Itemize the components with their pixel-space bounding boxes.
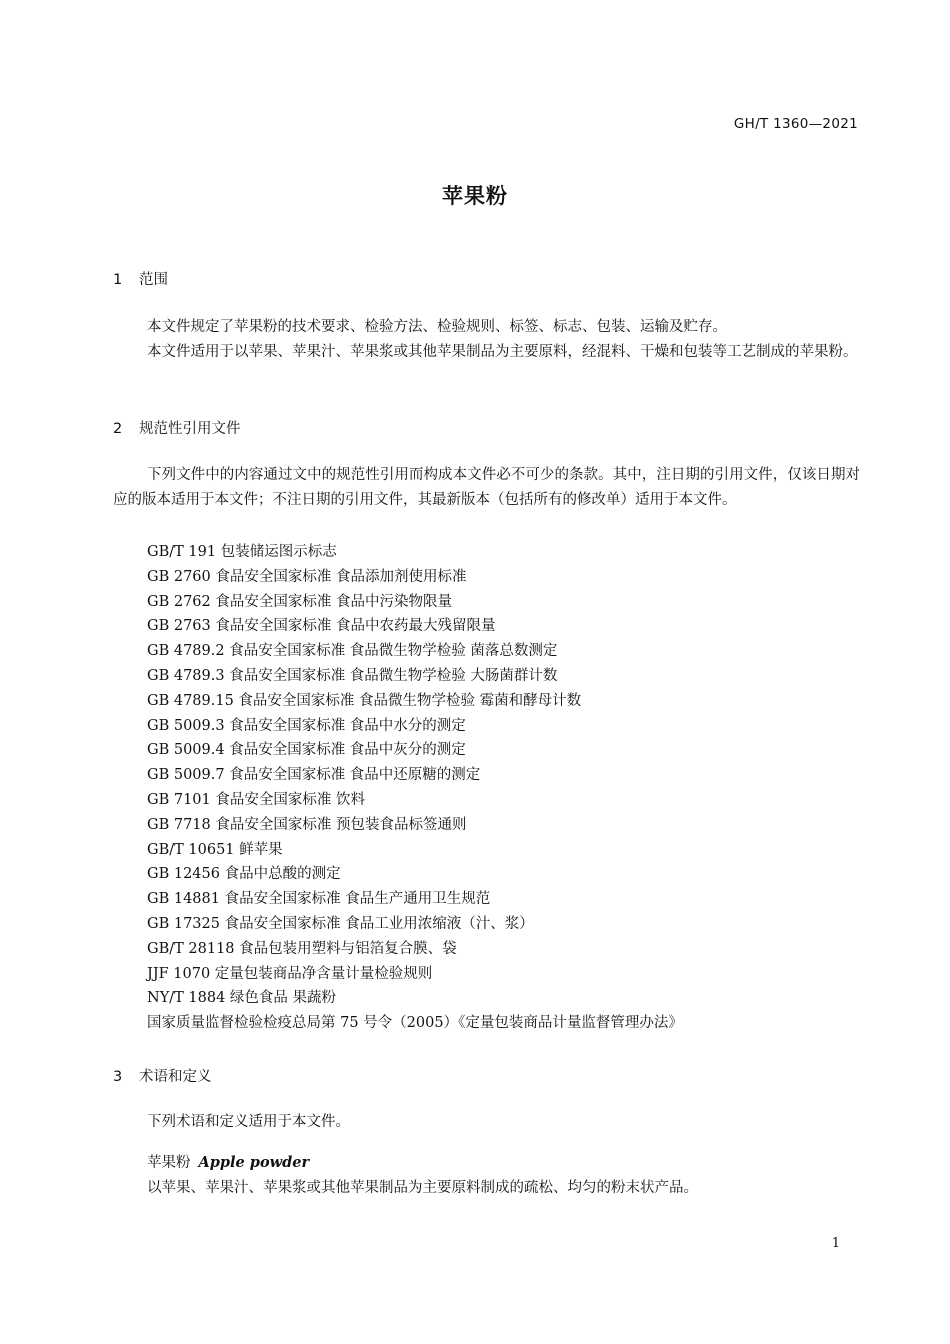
reference-item: GB 2762 食品安全国家标准 食品中污染物限量 [147,593,452,610]
reference-item: GB 4789.15 食品安全国家标准 食品微生物学检验 霉菌和酵母计数 [147,692,582,709]
page-number: 1 [831,1236,840,1251]
reference-item: GB 5009.3 食品安全国家标准 食品中水分的测定 [147,717,466,734]
terms-intro: 下列术语和定义适用于本文件。 [147,1114,350,1130]
reference-item: GB 2763 食品安全国家标准 食品中农药最大残留限量 [147,618,496,635]
reference-item: GB/T 28118 食品包装用塑料与铝箔复合膜、袋 [147,940,457,957]
reference-item: GB 4789.3 食品安全国家标准 食品微生物学检验 大肠菌群计数 [147,667,558,684]
reference-item: GB 2760 食品安全国家标准 食品添加剂使用标准 [147,568,467,585]
reference-item: GB 5009.4 食品安全国家标准 食品中灰分的测定 [147,742,466,759]
section-heading-scope [113,268,168,289]
scope-paragraph-2: 本文件适用于以苹果、苹果汁、苹果浆或其他苹果制品为主要原料，经混料、干燥和包装等工艺制成的苹果粉。 [147,344,858,360]
section-number: 3 [113,1069,123,1085]
document-code: GH/T 1360—2021 [733,116,858,132]
term-english: Apple powder [198,1154,310,1171]
reference-item: GB 4789.2 食品安全国家标准 食品微生物学检验 菌落总数测定 [147,643,558,660]
reference-item: GB 12456 食品中总酸的测定 [147,866,341,883]
reference-item: GB/T 10651 鲜苹果 [147,841,283,858]
section-heading-terms [113,1065,212,1086]
reference-item: GB/T 191 包装储运图示标志 [147,544,337,560]
reference-item: GB 5009.7 食品安全国家标准 食品中还原糖的测定 [147,767,481,784]
section-title: 规范性引用文件 [139,421,241,437]
references-intro: 下列文件中的内容通过文中的规范性引用而构成本文件必不可少的条款。其中，注日期的引用文件，仅该日期对应的版本适用于本文件；不注日期的引用文件，其最新版本（包括所有的修改单）适用于本文件。 [113,467,860,508]
section-title: 范围 [139,272,168,288]
scope-paragraph-1: 本文件规定了苹果粉的技术要求、检验方法、检验规则、标签、标志、包装、运输及贮存。 [147,319,727,335]
reference-item: GB 14881 食品安全国家标准 食品生产通用卫生规范 [147,891,491,908]
reference-item: GB 7718 食品安全国家标准 预包装食品标签通则 [147,816,467,833]
document-title: 苹果粉 [442,184,508,208]
section-number: 1 [113,272,123,288]
reference-item: NY/T 1884 绿色食品 果蔬粉 [147,990,337,1007]
term-chinese: 苹果粉 [147,1155,191,1171]
section-heading-normative-references [113,417,241,438]
term-entry [147,1151,309,1172]
reference-item: JJF 1070 定量包装商品净含量计量检验规则 [147,965,433,982]
section-title: 术语和定义 [139,1069,212,1085]
reference-list [147,540,683,1036]
reference-item: GB 17325 食品安全国家标准 食品工业用浓缩液（汁、浆） [147,915,534,932]
reference-item: GB 7101 食品安全国家标准 饮料 [147,791,365,808]
section-number: 2 [113,421,123,437]
reference-item: 国家质量监督检验检疫总局第 75 号令（2005）《定量包装商品计量监督管理办法》 [147,1015,683,1032]
term-definition: 以苹果、苹果汁、苹果浆或其他苹果制品为主要原料制成的疏松、均匀的粉末状产品。 [147,1180,698,1196]
